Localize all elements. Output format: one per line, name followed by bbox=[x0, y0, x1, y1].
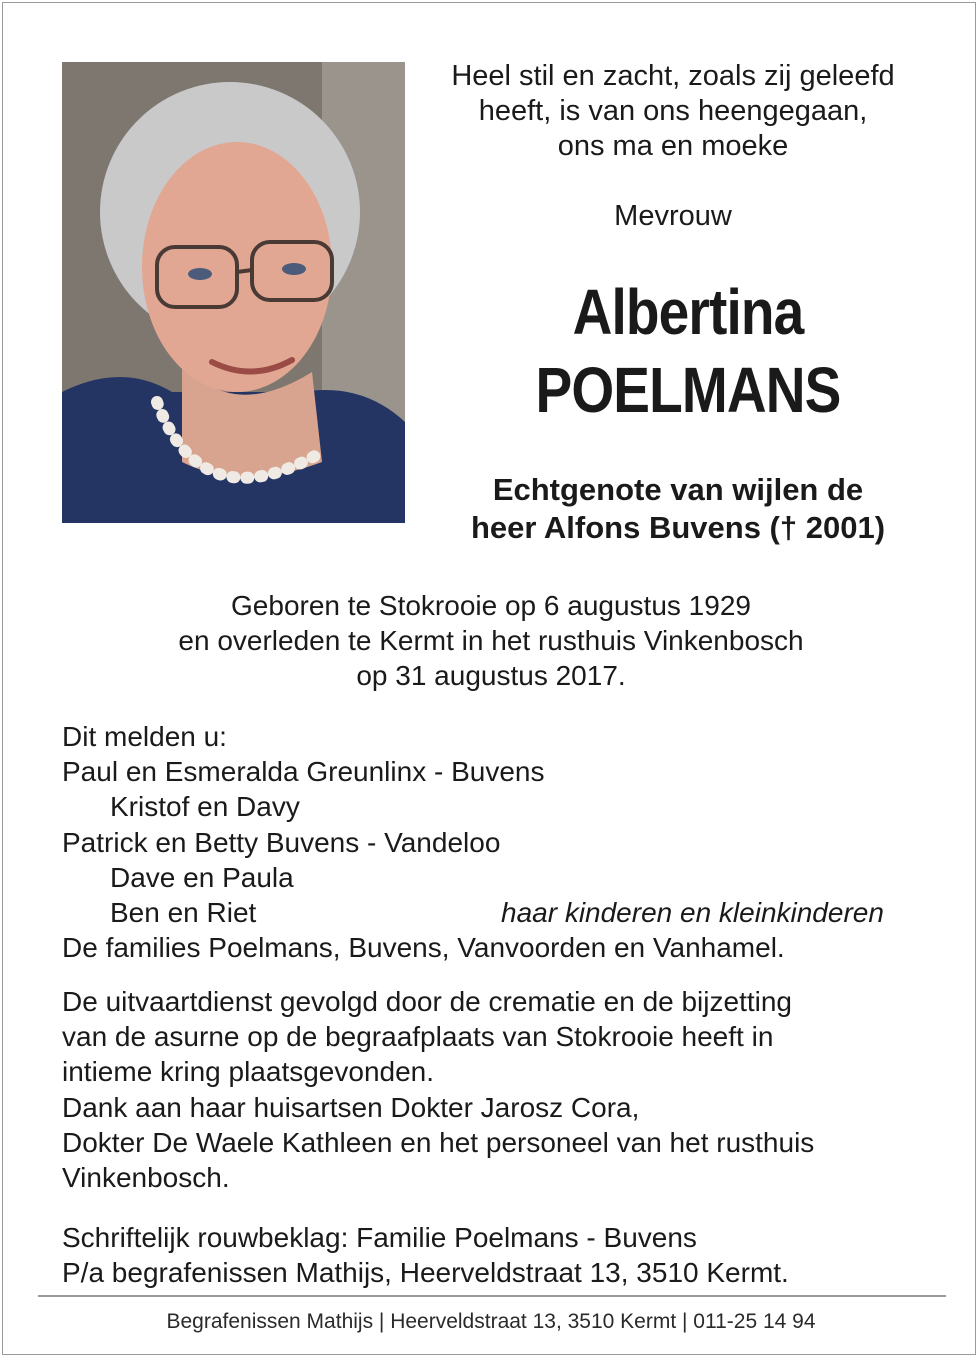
relation-label: haar kinderen en kleinkinderen bbox=[501, 897, 884, 929]
birth-death-line: en overleden te Kermt in het rusthuis Vinkenbosch bbox=[178, 625, 804, 656]
spouse-line: Echtgenote van wijlen de bbox=[492, 472, 864, 507]
intro-verse bbox=[423, 59, 923, 164]
condolence-section bbox=[62, 1220, 942, 1290]
family-line: Paul en Esmeralda Greunlinx - Buvens bbox=[62, 756, 545, 788]
intro-line: heeft, is van ons heengegaan, bbox=[478, 95, 868, 127]
thanks-line: Dank aan haar huisartsen Dokter Jarosz Cora, bbox=[62, 1091, 640, 1123]
announcers-heading: Dit melden u: bbox=[62, 721, 227, 752]
deceased-last-name: POELMANS bbox=[535, 354, 841, 426]
service-line: De uitvaartdienst gevolgd door de crematie en de bijzetting bbox=[62, 986, 792, 1017]
obituary-card bbox=[2, 2, 976, 1355]
condolence-line: P/a begrafenissen Mathijs, Heerveldstraat 13, 3510 Kermt. bbox=[62, 1257, 789, 1289]
service-line: intieme kring plaatsgevonden. bbox=[62, 1056, 435, 1088]
extended-families-line: De families Poelmans, Buvens, Vanvoorden en Vanhamel. bbox=[62, 932, 785, 964]
grandchildren-line: Kristof en Davy bbox=[110, 791, 300, 823]
footer-divider bbox=[38, 1295, 946, 1297]
honorific: Mevrouw bbox=[614, 200, 732, 232]
grandchildren-line: Dave en Paula bbox=[110, 861, 294, 893]
condolence-line: Schriftelijk rouwbeklag: Familie Poelmans - Buvens bbox=[62, 1222, 697, 1253]
birth-death-line: Geboren te Stokrooie op 6 augustus 1929 bbox=[231, 590, 751, 621]
thanks-line: Vinkenbosch. bbox=[62, 1162, 230, 1194]
grandchildren-relation-row bbox=[62, 895, 942, 930]
funeral-home-footer: Begrafenissen Mathijs | Heerveldstraat 13, 3510 Kermt | 011-25 14 94 bbox=[166, 1310, 816, 1333]
birth-death-info bbox=[3, 588, 979, 693]
portrait-illustration bbox=[62, 62, 405, 523]
announcers-section bbox=[62, 719, 942, 965]
family-line: Patrick en Betty Buvens - Vandeloo bbox=[62, 826, 501, 858]
intro-line: ons ma en moeke bbox=[557, 130, 789, 162]
service-section bbox=[62, 984, 942, 1195]
thanks-line: Dokter De Waele Kathleen en het personeel van het rusthuis bbox=[62, 1126, 815, 1158]
spouse-info bbox=[423, 471, 933, 547]
service-line: van de asurne op de begraafplaats van Stokrooie heeft in bbox=[62, 1021, 774, 1053]
deceased-first-name: Albertina bbox=[572, 276, 804, 348]
intro-line: Heel stil en zacht, zoals zij geleefd bbox=[451, 60, 895, 92]
portrait-photo bbox=[62, 62, 405, 523]
birth-death-line: op 31 augustus 2017. bbox=[356, 660, 626, 691]
spouse-line: heer Alfons Buvens († 2001) bbox=[470, 510, 886, 545]
grandchildren-line: Ben en Riet bbox=[110, 897, 257, 929]
